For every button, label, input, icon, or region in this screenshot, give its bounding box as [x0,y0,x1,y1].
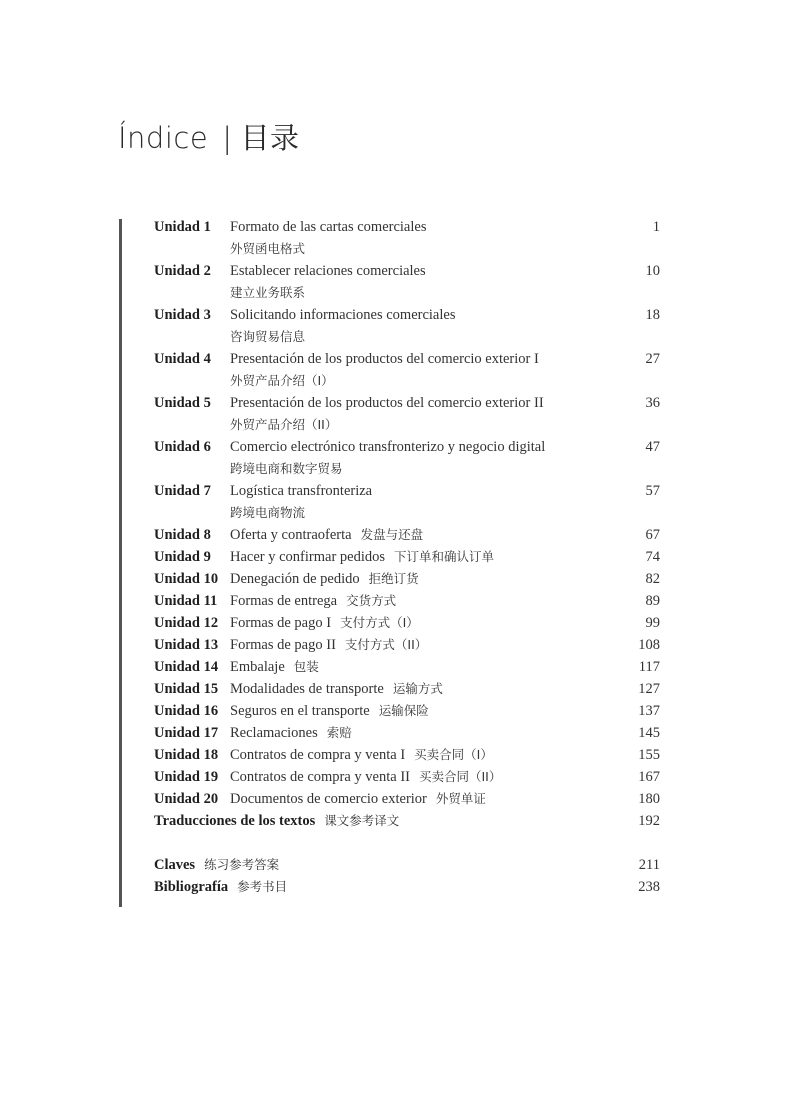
toc-entry-unidad-2[interactable] [154,260,660,304]
page-number: 137 [638,703,660,719]
page-number: 145 [638,725,660,741]
toc-entry-bibliografia[interactable] [154,876,660,898]
page-number: 167 [638,769,660,785]
toc-entry-unidad-3[interactable] [154,304,660,348]
page-number: 27 [645,351,660,367]
page-number: 117 [638,659,660,675]
page-number: 89 [645,593,660,609]
unit-title-zh: 咨询贸易信息 [230,329,306,344]
unit-title-zh: 买卖合同（I） [414,747,493,762]
page-number: 192 [638,813,660,829]
unit-label: Unidad 16 [154,703,219,719]
unit-title-es: Contratos de compra y venta II [230,769,410,785]
toc-entry-claves[interactable] [154,854,660,876]
toc-entry-unidad-17[interactable] [154,722,660,744]
unit-title-zh: 支付方式（I） [340,615,419,630]
unit-label: Unidad 14 [154,659,219,675]
unit-title-es: Formas de pago I [230,615,332,631]
unit-label: Unidad 10 [154,571,219,587]
page-number: 180 [638,791,660,807]
unit-label: Unidad 20 [154,791,219,807]
toc-entry-unidad-15[interactable] [154,678,660,700]
unit-title-es: Establecer relaciones comerciales [230,263,426,279]
claves-title-zh: 练习参考答案 [204,857,280,872]
page-number: 18 [645,307,660,323]
unit-title-es: Contratos de compra y venta I [230,747,406,763]
page-number: 1 [652,219,660,235]
page-title [118,116,299,157]
unit-label: Unidad 8 [154,527,211,543]
toc-entry-unidad-19[interactable] [154,766,660,788]
unit-label: Unidad 17 [154,725,219,741]
toc-entry-unidad-12[interactable] [154,612,660,634]
unit-title-es: Hacer y confirmar pedidos [230,549,386,565]
unit-label: Unidad 1 [154,219,211,235]
unit-title-es: Modalidades de transporte [230,681,384,697]
toc-entry-unidad-20[interactable] [154,788,660,810]
unit-title-zh: 外贸产品介绍（II） [230,417,338,432]
page-number: 57 [645,483,660,499]
unit-label: Unidad 9 [154,549,211,565]
unit-title-zh: 外贸单证 [435,791,486,806]
unit-title-es: Denegación de pedido [230,571,360,587]
unit-label: Unidad 15 [154,681,219,697]
unit-label: Unidad 5 [154,395,211,411]
unit-title-zh: 下订单和确认订单 [394,549,495,564]
unit-title-es: Formas de pago II [230,637,336,653]
toc-entry-unidad-11[interactable] [154,590,660,612]
toc-entry-unidad-10[interactable] [154,568,660,590]
page-number: 67 [645,527,660,543]
toc-vertical-rule [119,219,122,907]
translations-label: Traducciones de los textos [154,813,316,829]
unit-label: Unidad 7 [154,483,211,499]
unit-title-zh: 外贸函电格式 [230,241,306,256]
toc-entry-unidad-16[interactable] [154,700,660,722]
unit-label: Unidad 2 [154,263,211,279]
unit-title-es: Formato de las cartas comerciales [230,219,427,235]
unit-title-zh: 买卖合同（II） [418,769,502,784]
toc-entry-unidad-13[interactable] [154,634,660,656]
toc-entry-unidad-8[interactable] [154,524,660,546]
unit-label: Unidad 6 [154,439,211,455]
unit-title-zh: 跨境电商和数字贸易 [230,461,343,476]
page-number: 211 [638,857,660,873]
unit-title-es: Reclamaciones [230,725,318,741]
toc-spacer [154,832,660,854]
unit-title-es: Solicitando informaciones comerciales [230,307,456,323]
toc-entry-unidad-5[interactable] [154,392,660,436]
toc-entry-unidad-4[interactable] [154,348,660,392]
toc-entry-unidad-18[interactable] [154,744,660,766]
bibliografia-title-zh: 参考书目 [237,879,288,894]
page-number: 155 [638,747,660,763]
title-separator: | [222,121,233,155]
page-number: 99 [645,615,660,631]
unit-label: Unidad 12 [154,615,219,631]
unit-label: Unidad 13 [154,637,219,653]
bibliografia-label: Bibliografía [154,879,229,895]
unit-title-zh: 跨境电商物流 [230,505,306,520]
unit-label: Unidad 11 [154,593,218,609]
toc-entry-translations[interactable] [154,810,660,832]
unit-title-zh: 拒绝订货 [368,571,419,586]
page-number: 47 [645,439,660,455]
table-of-contents [154,216,660,898]
toc-entry-unidad-7[interactable] [154,480,660,524]
toc-entry-unidad-1[interactable] [154,216,660,260]
claves-label: Claves [154,857,196,873]
unit-title-es: Presentación de los productos del comercio exterior I [230,351,539,367]
unit-title-zh: 支付方式（II） [344,637,428,652]
unit-title-zh: 建立业务联系 [230,285,306,300]
unit-label: Unidad 19 [154,769,219,785]
unit-title-zh: 外贸产品介绍（I） [230,373,334,388]
unit-title-es: Comercio electrónico transfronterizo y negocio digital [230,439,546,455]
unit-label: Unidad 4 [154,351,211,367]
translations-title-zh: 课文参考译文 [324,813,400,828]
unit-title-zh: 索赔 [326,725,352,740]
unit-label: Unidad 18 [154,747,219,763]
unit-title-zh: 交货方式 [346,593,397,608]
unit-title-es: Presentación de los productos del comercio exterior II [230,395,544,411]
unit-title-es: Documentos de comercio exterior [230,791,427,807]
page-title-zh: 目录 [240,121,300,155]
toc-entry-unidad-14[interactable] [154,656,660,678]
page-number: 74 [645,549,660,565]
page-number: 82 [645,571,660,587]
page-number: 36 [645,395,660,411]
unit-title-zh: 发盘与还盘 [360,527,424,542]
page-number: 127 [638,681,660,697]
page-title-es: Índice [118,121,209,155]
unit-title-es: Logística transfronteriza [230,483,373,499]
page-number: 238 [638,879,660,895]
unit-title-es: Oferta y contraoferta [230,527,352,543]
unit-title-zh: 运输保险 [378,703,429,718]
page-number: 108 [638,637,660,653]
toc-entry-unidad-9[interactable] [154,546,660,568]
toc-entry-unidad-6[interactable] [154,436,660,480]
unit-title-es: Seguros en el transporte [230,703,370,719]
unit-title-zh: 包装 [293,659,319,674]
unit-label: Unidad 3 [154,307,211,323]
unit-title-zh: 运输方式 [392,681,443,696]
unit-title-es: Formas de entrega [230,593,338,609]
unit-title-es: Embalaje [230,659,285,675]
page-number: 10 [645,263,660,279]
